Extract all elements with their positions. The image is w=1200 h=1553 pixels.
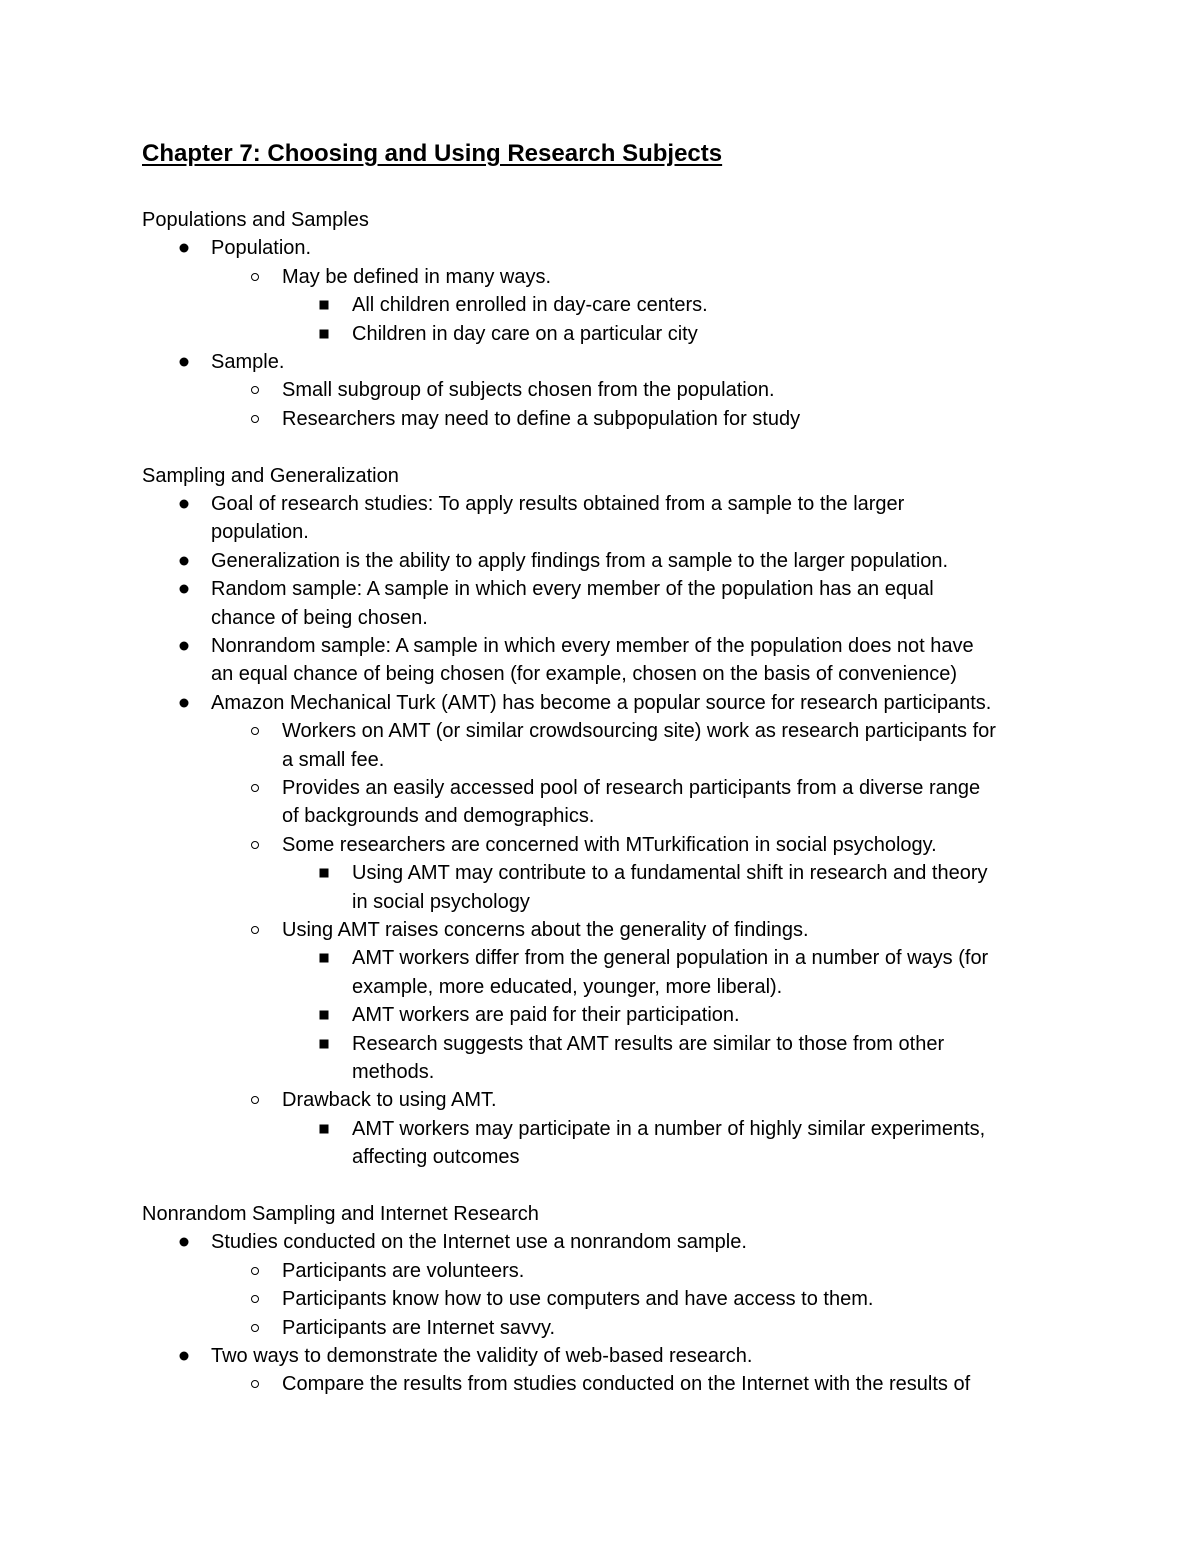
bullet-circle-icon (251, 1267, 259, 1275)
line-text: methods. (352, 1061, 435, 1083)
line-text: an equal chance of being chosen (for example, chosen on the basis of convenience) (211, 663, 958, 686)
line-text: Researchers may need to define a subpopulation for study (282, 407, 801, 430)
line-text: Using AMT may contribute to a fundamental shift in research and theory (352, 862, 988, 885)
bullet-square-icon (320, 1011, 329, 1020)
line-text: Population. (211, 237, 312, 260)
line-text: All children enrolled in day-care centers. (352, 294, 708, 317)
line-text: Populations and Samples (142, 209, 369, 231)
bullet-square-icon (320, 954, 329, 963)
line-text: Amazon Mechanical Turk (AMT) has become a popular source for research participants. (211, 691, 992, 714)
line-text: example, more educated, younger, more liberal). (352, 975, 783, 998)
bullet-square-icon (320, 329, 329, 338)
line-text: Some researchers are concerned with MTurkification in social psychology. (282, 833, 937, 856)
line-text: of backgrounds and demographics. (282, 805, 595, 828)
bullet-disc-icon (180, 244, 189, 253)
bullet-circle-icon (251, 415, 259, 423)
line-text: Random sample: A sample in which every member of the population has an equal (211, 578, 934, 601)
bullet-circle-icon (251, 386, 259, 394)
line-text: Nonrandom Sampling and Internet Research (142, 1203, 539, 1225)
line-text: May be defined in many ways. (282, 265, 552, 288)
bullet-circle-icon (251, 784, 259, 792)
line-text: AMT workers may participate in a number of highly similar experiments, (352, 1117, 986, 1140)
bullet-disc-icon (180, 358, 189, 367)
line-text: chance of being chosen. (211, 606, 428, 629)
line-text: Small subgroup of subjects chosen from the population. (282, 379, 775, 402)
bullet-disc-icon (180, 556, 189, 565)
line-text: Using AMT raises concerns about the generality of findings. (282, 919, 809, 941)
line-text: Sampling and Generalization (142, 464, 399, 487)
bullet-disc-icon (180, 698, 189, 707)
line-text: population. (211, 521, 309, 544)
line-text: Studies conducted on the Internet use a nonrandom sample. (211, 1231, 747, 1254)
bullet-circle-icon (251, 273, 259, 281)
line-text: Participants are volunteers. (282, 1259, 525, 1282)
line-text: a small fee. (282, 748, 385, 771)
line-text: Drawback to using AMT. (282, 1089, 497, 1112)
bullet-square-icon (320, 869, 329, 878)
line-text: Participants are Internet savvy. (282, 1316, 556, 1339)
chapter-title: Chapter 7: Choosing and Using Research Subjects (142, 140, 723, 167)
line-text: Sample. (211, 351, 285, 373)
line-text: affecting outcomes (352, 1146, 520, 1169)
bullet-circle-icon (251, 1380, 259, 1388)
bullet-circle-icon (251, 727, 259, 735)
bullet-disc-icon (180, 585, 189, 594)
line-text: Children in day care on a particular city (352, 322, 698, 345)
bullet-circle-icon (251, 1324, 259, 1332)
line-text: AMT workers are paid for their participation. (352, 1004, 740, 1027)
bullet-disc-icon (180, 1238, 189, 1247)
bullet-disc-icon (180, 500, 189, 509)
line-text: Compare the results from studies conducted on the Internet with the results of (282, 1373, 971, 1396)
bullet-disc-icon (180, 1352, 189, 1361)
line-text: in social psychology (352, 890, 530, 913)
bullet-square-icon (320, 1039, 329, 1048)
bullet-circle-icon (251, 841, 259, 849)
line-text: Research suggests that AMT results are similar to those from other (352, 1032, 945, 1055)
bullet-circle-icon (251, 926, 259, 934)
bullet-circle-icon (251, 1096, 259, 1104)
bullet-disc-icon (180, 642, 189, 651)
line-text: AMT workers differ from the general population in a number of ways (for (352, 947, 989, 970)
line-text: Workers on AMT (or similar crowdsourcing site) work as research participants for (282, 720, 996, 743)
line-text: Goal of research studies: To apply results obtained from a sample to the larger (211, 493, 905, 515)
line-text: Two ways to demonstrate the validity of web-based research. (211, 1345, 753, 1367)
line-text: Provides an easily accessed pool of research participants from a diverse range (282, 777, 981, 799)
line-text: Generalization is the ability to apply findings from a sample to the larger population. (211, 549, 949, 572)
bullet-square-icon (320, 301, 329, 310)
line-text: Participants know how to use computers and have access to them. (282, 1288, 874, 1311)
bullet-circle-icon (251, 1295, 259, 1303)
line-text: Nonrandom sample: A sample in which every member of the population does not have (211, 635, 974, 657)
bullet-square-icon (320, 1124, 329, 1133)
